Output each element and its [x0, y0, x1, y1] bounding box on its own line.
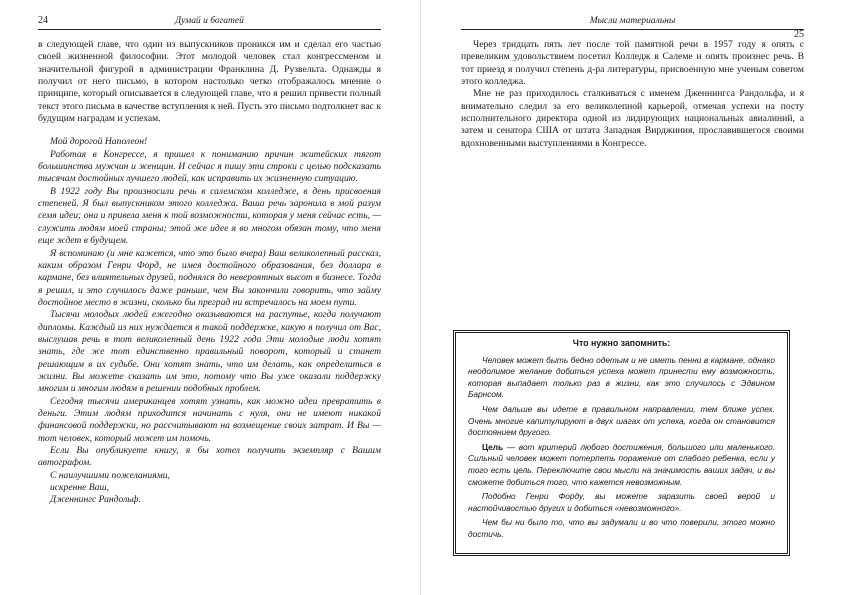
remember-box [453, 330, 790, 556]
left-page-number: 24 [38, 15, 48, 26]
letter-greeting: Мой дорогой Наполеон! [50, 136, 148, 148]
letter-closing-2: искренне Ваш, [50, 482, 110, 494]
remember-point-3 [468, 442, 775, 488]
letter-closing: С наилучшими пожеланиями, [50, 469, 171, 481]
remember-point-3-keyword: Цель [482, 441, 504, 452]
right-running-title: Мысли материальны [589, 16, 676, 26]
remember-point-4: Подобно Генри Форду, вы можете заразить своей верой и настойчивостью других и добиться «невозможного». [468, 491, 775, 513]
right-page-number: 25 [794, 29, 804, 40]
letter-paragraph-4: Тысячи молодых людей ежегодно оказываются на распутье, когда получают дипломы. Каждый из них нуждается в такой поддержке, какую я получил от Вас, выслушав речь в тот великолепный день 1922 года Эти молодые люди хотят знать, где же тот единственно правильный поворот, который и станет решающим в их судьбе. Они хотят знать, что им делать, как определиться в жизни. Вы можете сказать им это, потому что Вы уже оказали поддержку многим и многим людям в решении подобных проблем. [38, 309, 381, 395]
remember-point-2: Чем дальше вы идете в правильном направлении, тем ближе успех. Очень многие капитулируют в двух шагах от успеха, когда он становится достоянием другого. [468, 403, 775, 438]
left-running-header [38, 14, 381, 30]
intro-paragraph: в следующей главе, что один из выпускников проникся им и сделал его частью своей жизненной философии. Этот молодой человек стал конгрессменом и значительной фигурой в администрации Франклина Д. Рузвельта. Однажды я получил от него письмо, в котором настолько четко отображалось мнение о принципе, который описывается в следующей главе, что я решил привести полный текст этого письма в качестве вступления к ней. Пусть это письмо подтолкнет вас к будущим наградам и успехам. [38, 39, 381, 125]
remember-point-3-text: — вот критерий любого достижения, большого или маленького. Сильный человек может потерпеть поражение от слабого ребенка, если у того есть цель. Переключите свои мысли на значимость ваших задач, и вы сможете добиться того, что кажется невозможным. [468, 441, 775, 487]
left-running-title: Думай и богатей [175, 16, 244, 26]
letter-paragraph-6: Если Вы опубликуете книгу, я бы хотел получить экземпляр с Вашим автографом. [38, 445, 381, 469]
remember-point-1: Человек может быть бедно одетым и не иметь пенни в кармане, однако неодолимое желание добиться успеха может принести ему возможность, которая выпадает только раз в жизни, как это случилось с Эдвином Барнсом. [468, 354, 775, 400]
right-paragraph-1: Через тридцать пять лет после той памятной речи в 1957 году я опять с превеликим удовольствием посетил Колледж в Салеме и опять произнес речь. В тот приезд я получил степень д-ра литературы, присвоенную мне ученым советом этого колледжа. [461, 39, 804, 88]
left-page-body [38, 39, 381, 507]
right-running-header [461, 14, 804, 40]
remember-point-5: Чем бы ни было то, что вы задумали и во что поверили, этого можно достичь. [468, 517, 775, 539]
right-page-body [461, 39, 804, 150]
remember-box-title: Что нужно запомнить: [572, 338, 671, 348]
letter-paragraph-5: Сегодня тысячи американцев хотят узнать, как можно идеи превратить в деньги. Этим людям приходится начинать с нуля, они не имеют никакой финансовой поддержки, но рассчитывают на возмещение своих затрат. И Вы — тот человек, который может им помочь. [38, 395, 381, 444]
letter-signature: Дженнингс Рандольф. [50, 494, 141, 506]
right-paragraph-2: Мне не раз приходилось сталкиваться с именем Дженнингса Рандольфа, и я внимательно следил за его великолепной карьерой, отмечая успехи на посту исполнительного директора одной из лидирующих национальных авиалиний, а затем и сенатора США от штата Западная Вирджиния, прославившегося своими вдохновенными выступлениями в Конгрессе. [461, 88, 804, 149]
letter-paragraph-2: В 1922 году Вы произносили речь в салемском колледже, в день присвоения степеней. Я был выпускником этого колледжа. Ваша речь заронила в мой разум семя идеи; она и привела меня к той возможности, которая у меня сейчас есть, — служить людям моей страны; этой же идее я во многом обязан тому, что меня еще ждет в будущем. [38, 185, 381, 247]
letter-paragraph-1: Работая в Конгрессе, я пришел к пониманию причин житейских тягот большинства мужчин и женщин. И сейчас я пишу эти строки с целью подсказать тысячам достойных лучшего людей, как исправить их жизненную ситуацию. [38, 148, 381, 185]
letter-paragraph-3: Я вспоминаю (и мне кажется, что это было вчера) Ваш великолепный рассказ, каким образом Генри Форд, не имея достойного образования, без доллара в кармане, без влиятельных друзей, поднялся до невероятных высот в бизнесе. Тогда я решил, и это случилось даже раньше, чем Вы закончили говорить, что займу достойное место в жизни, сколько бы преград ни встречалось на моем пути. [38, 247, 381, 308]
letter [38, 136, 381, 506]
